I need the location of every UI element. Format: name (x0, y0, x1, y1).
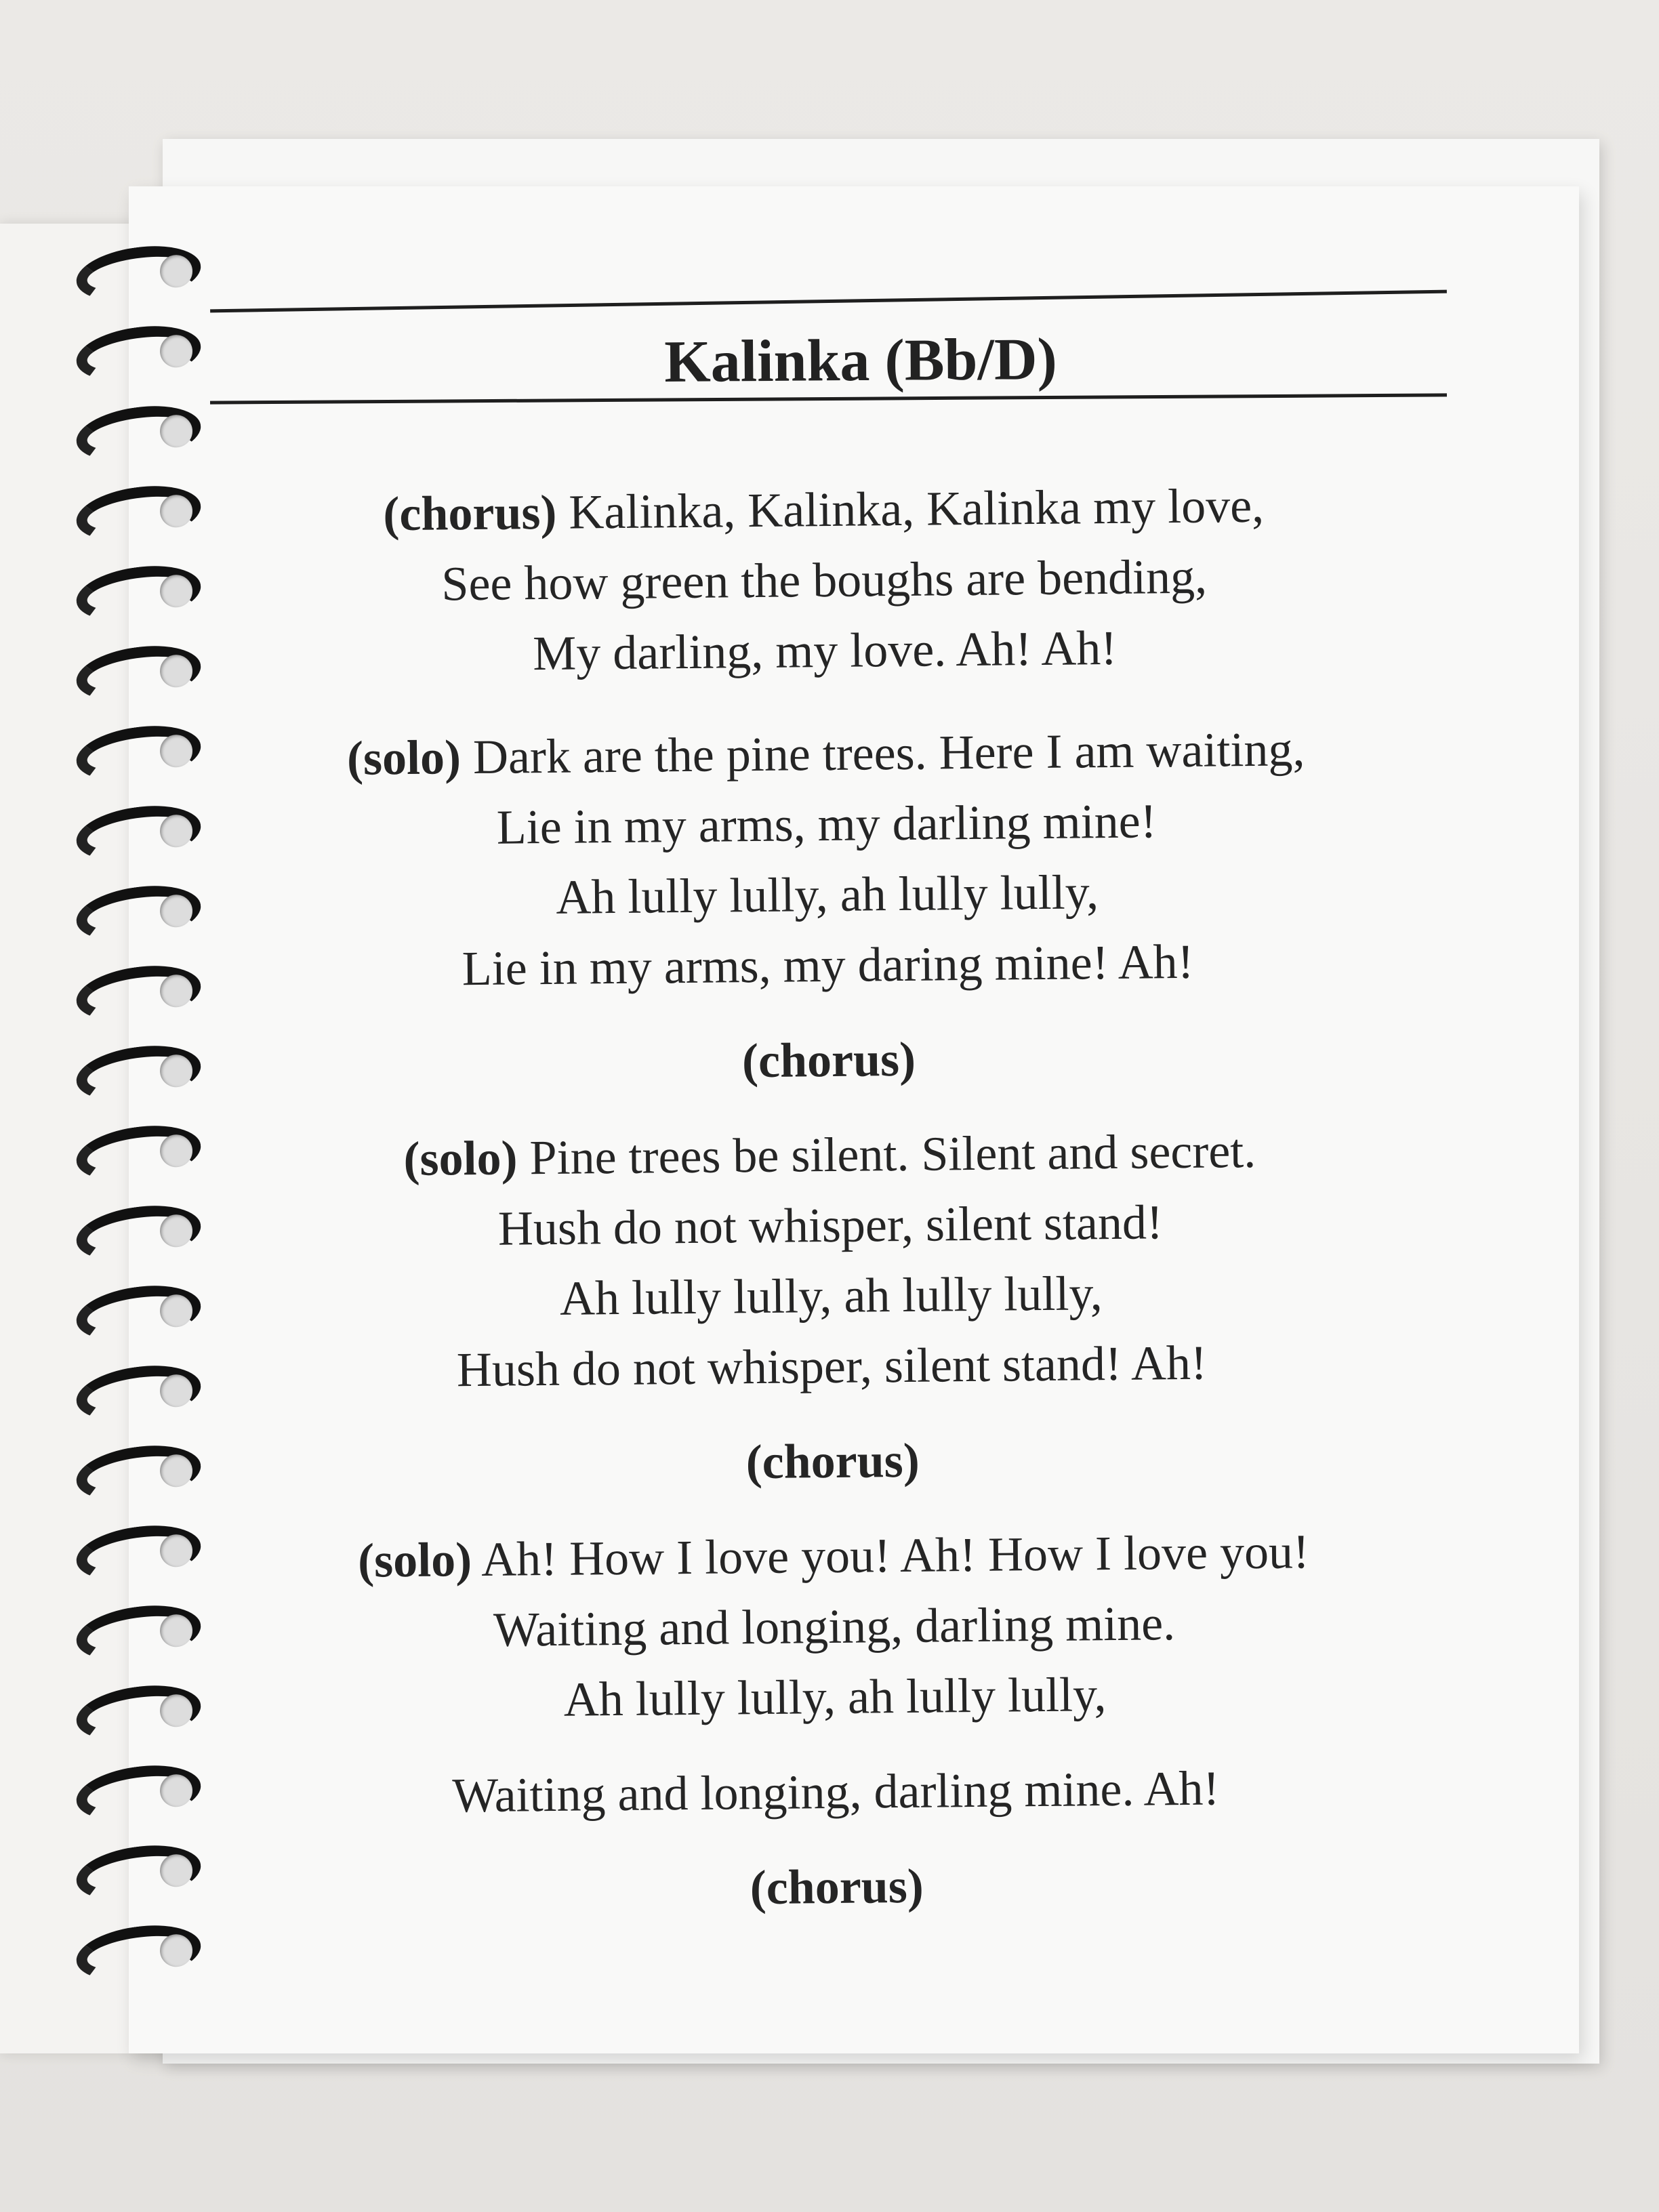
lyric-line: Waiting and longing, darling mine. (493, 1596, 1176, 1657)
section-label-solo: (solo) (357, 1532, 472, 1588)
lyric-line: My darling, my love. Ah! Ah! (532, 620, 1118, 681)
lyric-text: Dark are the pine trees. Here I am waiting, (472, 722, 1305, 785)
lyrics-block (230, 469, 1430, 1928)
binding-coil-icon (73, 1679, 204, 1748)
song-title: Kalinka (Bb/D) (663, 326, 1058, 396)
binding-coil-icon (73, 319, 204, 389)
lyric-line: Ah lully lully, ah lully lully, (563, 1667, 1107, 1727)
lyric-line: Ah lully lully, ah lully lully, (559, 1266, 1103, 1326)
lyric-line: Lie in my arms, my darling mine! (496, 794, 1157, 855)
binding-coil-icon (73, 1359, 204, 1429)
binding-coil-icon (73, 1599, 204, 1668)
binding-coil-icon (73, 1759, 204, 1828)
binding-coil-icon (73, 719, 204, 789)
binding-coil-icon (73, 1839, 204, 1908)
lyric-line: Lie in my arms, my daring mine! Ah! (462, 934, 1194, 996)
lyric-line: Hush do not whisper, silent stand! (497, 1195, 1164, 1256)
spiral-binding (49, 247, 252, 2030)
binding-coil-icon (73, 559, 204, 629)
lyric-line: See how green the boughs are bending, (441, 549, 1208, 611)
lyric-line: Ah lully lully, ah lully lully, (556, 865, 1099, 924)
binding-coil-icon (73, 1439, 204, 1509)
lyric-text: Kalinka, Kalinka, Kalinka my love, (569, 478, 1265, 539)
binding-coil-icon (73, 1519, 204, 1589)
lyric-text: Pine trees be silent. Silent and secret. (529, 1123, 1256, 1185)
binding-coil-icon (73, 399, 204, 469)
binding-coil-icon (73, 239, 204, 309)
lyric-line: Waiting and longing, darling mine. Ah! (452, 1761, 1220, 1823)
binding-coil-icon (73, 1279, 204, 1349)
section-label-solo: (solo) (346, 730, 462, 785)
section-label-solo: (solo) (403, 1130, 518, 1187)
lyric-line (230, 469, 1417, 551)
lyric-text: Ah! How I love you! Ah! How I love you! (480, 1524, 1310, 1586)
binding-coil-icon (73, 799, 204, 869)
lyric-line (232, 713, 1419, 795)
lyric-line (241, 1515, 1427, 1597)
chorus-marker: (chorus) (750, 1858, 924, 1915)
section-label-chorus: (chorus) (383, 485, 557, 541)
binding-coil-icon (73, 1039, 204, 1109)
binding-coil-icon (73, 1919, 204, 1988)
chorus-marker: (chorus) (745, 1433, 920, 1490)
lyric-line: Hush do not whisper, silent stand! Ah! (456, 1335, 1208, 1397)
lyric-line (237, 1114, 1423, 1196)
binding-coil-icon (73, 479, 204, 549)
binding-coil-icon (73, 1119, 204, 1189)
binding-coil-icon (73, 959, 204, 1029)
binding-coil-icon (73, 639, 204, 709)
binding-coil-icon (73, 879, 204, 949)
binding-coil-icon (73, 1199, 204, 1269)
chorus-marker: (chorus) (741, 1031, 916, 1088)
